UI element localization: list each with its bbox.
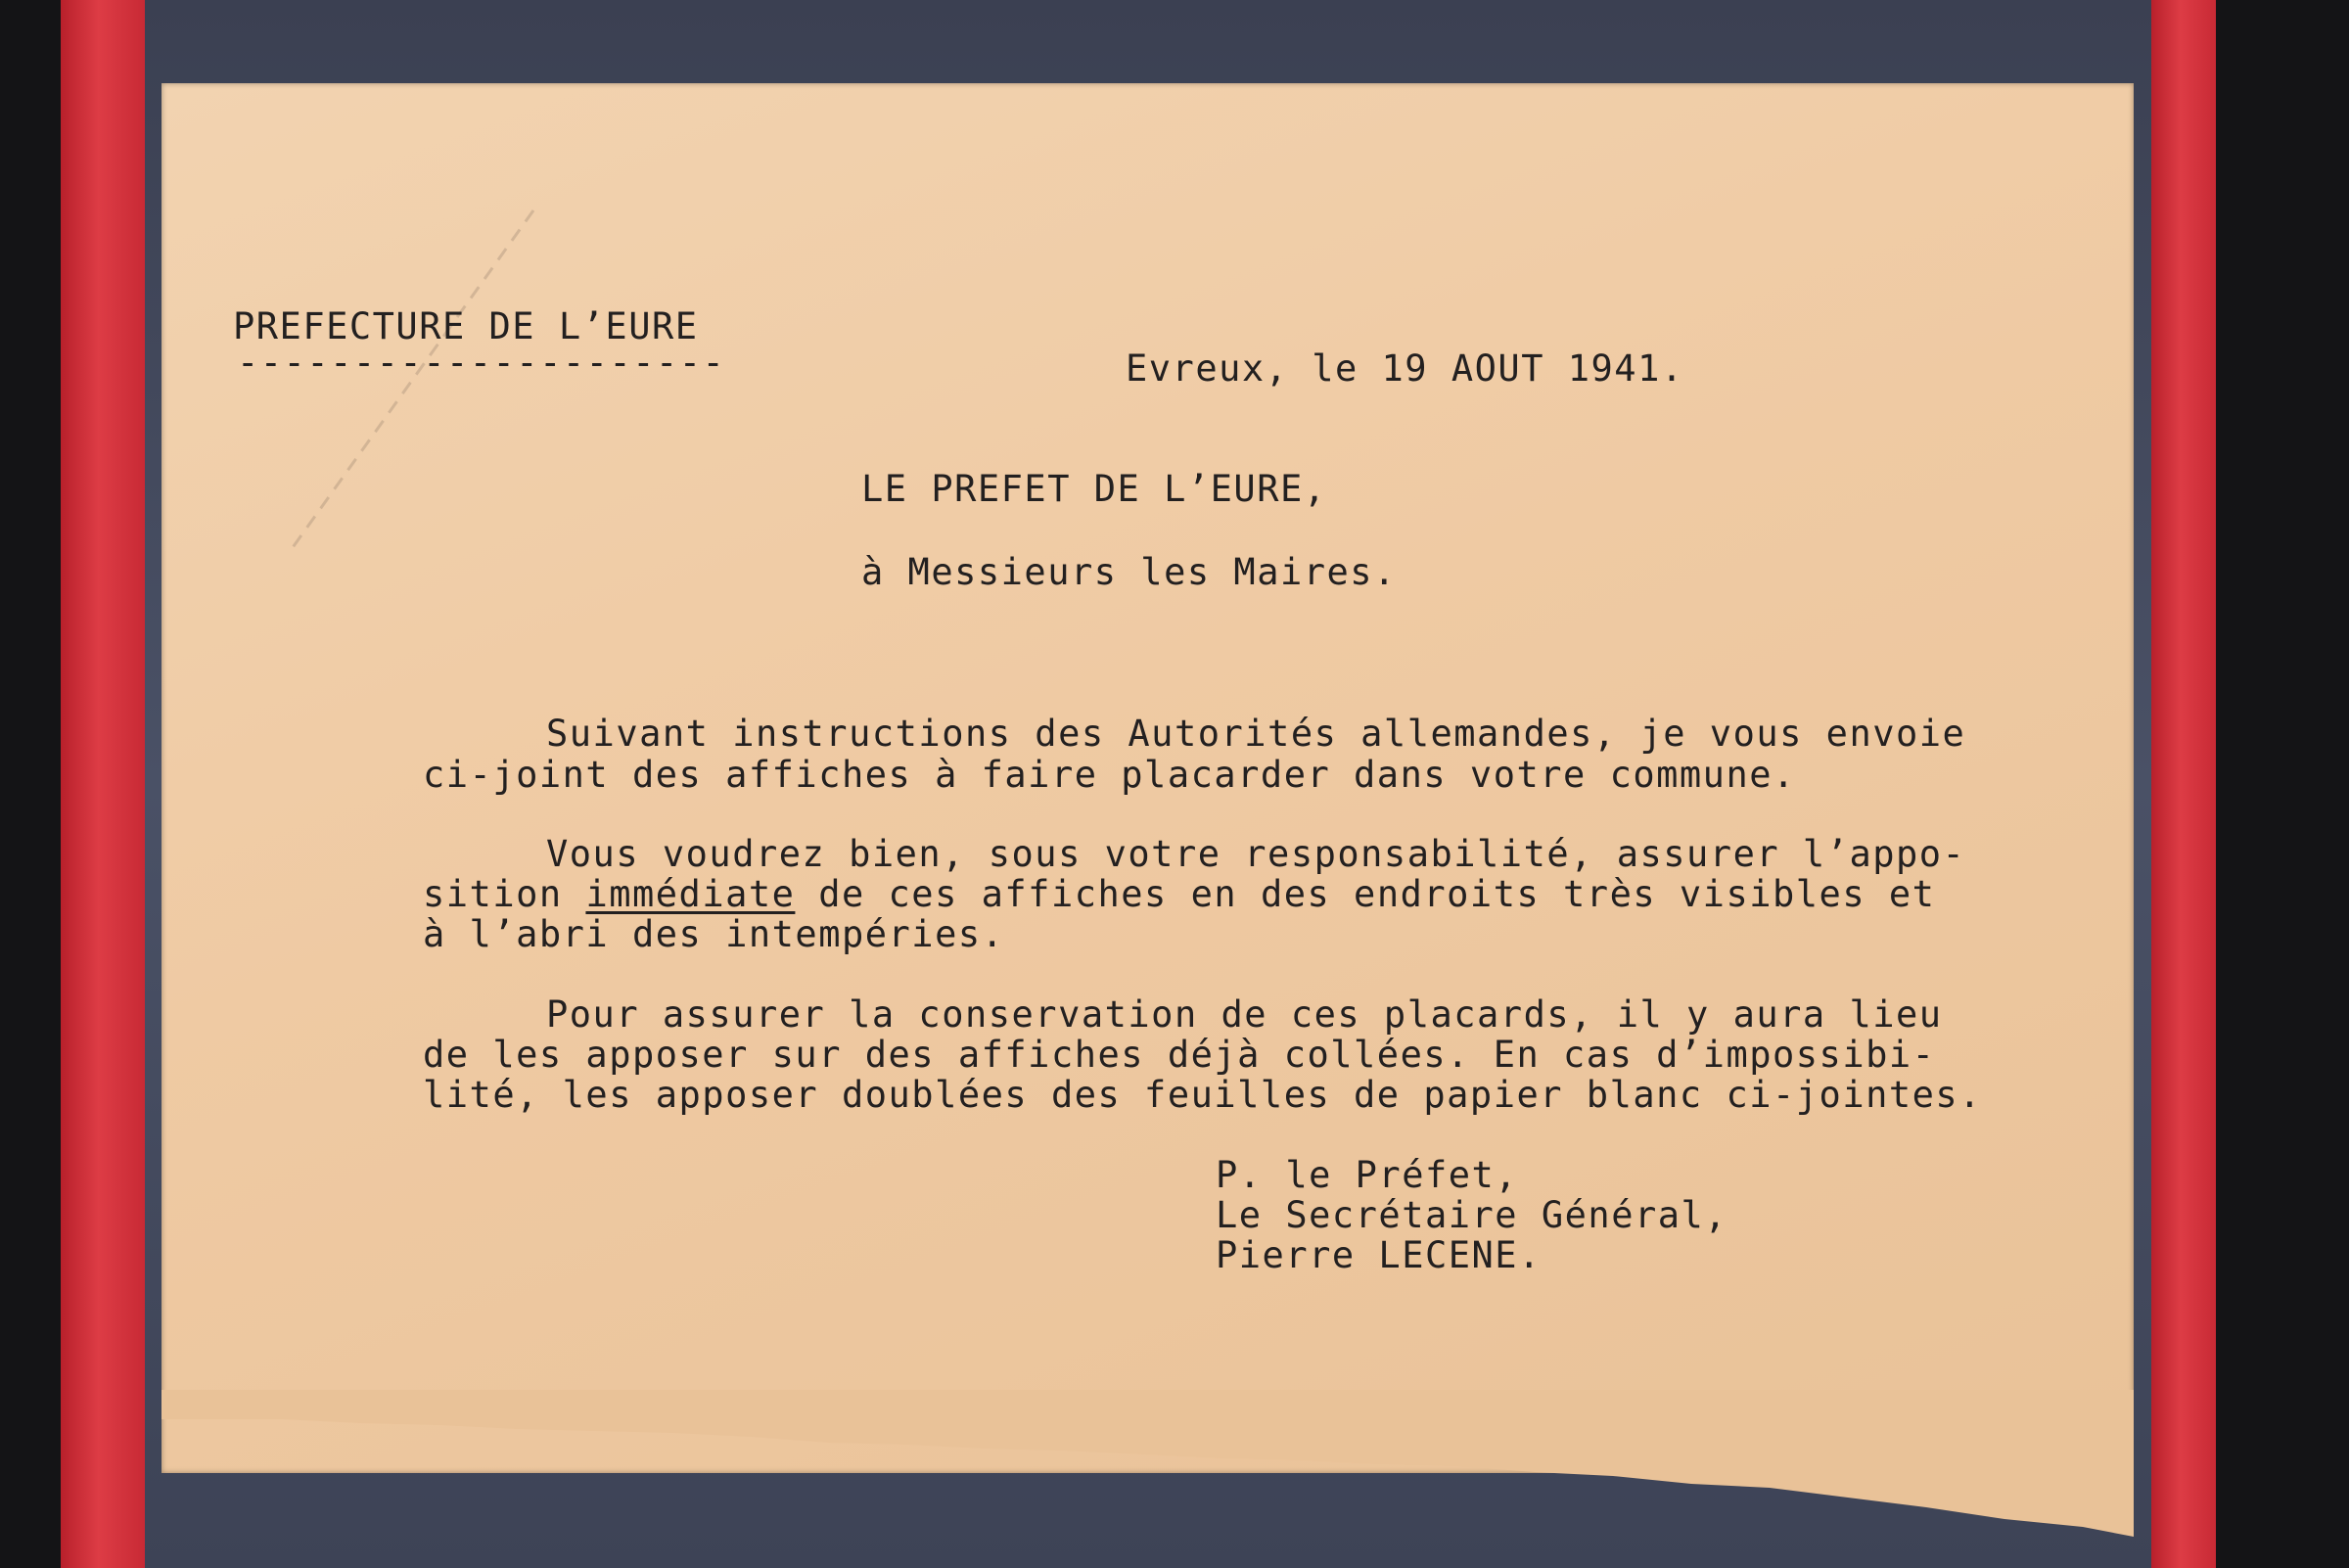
paragraph-3-line-2: de les apposer sur des affiches déjà collées. En cas d’impossibi- <box>423 1034 1936 1076</box>
sender-line: LE PREFET DE L’EURE, <box>861 468 1327 510</box>
heading-rule: --------------------- <box>237 342 726 384</box>
frame-left-red-border <box>61 0 145 1568</box>
paragraph-2-line-2-end: de ces affiches en des endroits très visibles et <box>795 873 1936 915</box>
signature-line-1: P. le Préfet, <box>1216 1154 1519 1196</box>
frame-right-red-border <box>2151 0 2216 1568</box>
place-and-date: Evreux, le 19 AOUT 1941. <box>1126 347 1684 390</box>
signature-line-2: Le Secrétaire Général, <box>1216 1194 1728 1236</box>
paragraph-2-line-1: Vous voudrez bien, sous votre responsabilité, assurer l’appo- <box>546 833 1966 875</box>
prefecture-heading: PREFECTURE DE L’EURE <box>233 305 699 347</box>
recipient-line: à Messieurs les Maires. <box>861 551 1397 593</box>
paragraph-1-line-2: ci-joint des affiches à faire placarder dans votre commune. <box>423 754 1796 796</box>
paragraph-3-line-3: lité, les apposer doublées des feuilles de papier blanc ci-jointes. <box>423 1074 1982 1116</box>
paragraph-2-line-2-start: sition <box>423 873 586 915</box>
torn-paper-edge <box>145 1409 2151 1568</box>
paragraph-3-line-1: Pour assurer la conservation de ces placards, il y aura lieu <box>546 993 1943 1036</box>
paragraph-2-line-2 <box>423 874 1935 915</box>
paragraph-2-line-3: à l’abri des intempéries. <box>423 913 1005 955</box>
signature-line-3: Pierre LECENE. <box>1216 1234 1542 1276</box>
paper-bottom-strip <box>161 1390 2134 1419</box>
emphasized-word: immédiate <box>585 873 796 915</box>
paragraph-1-line-1: Suivant instructions des Autorités allemandes, je vous envoie <box>546 713 1966 755</box>
